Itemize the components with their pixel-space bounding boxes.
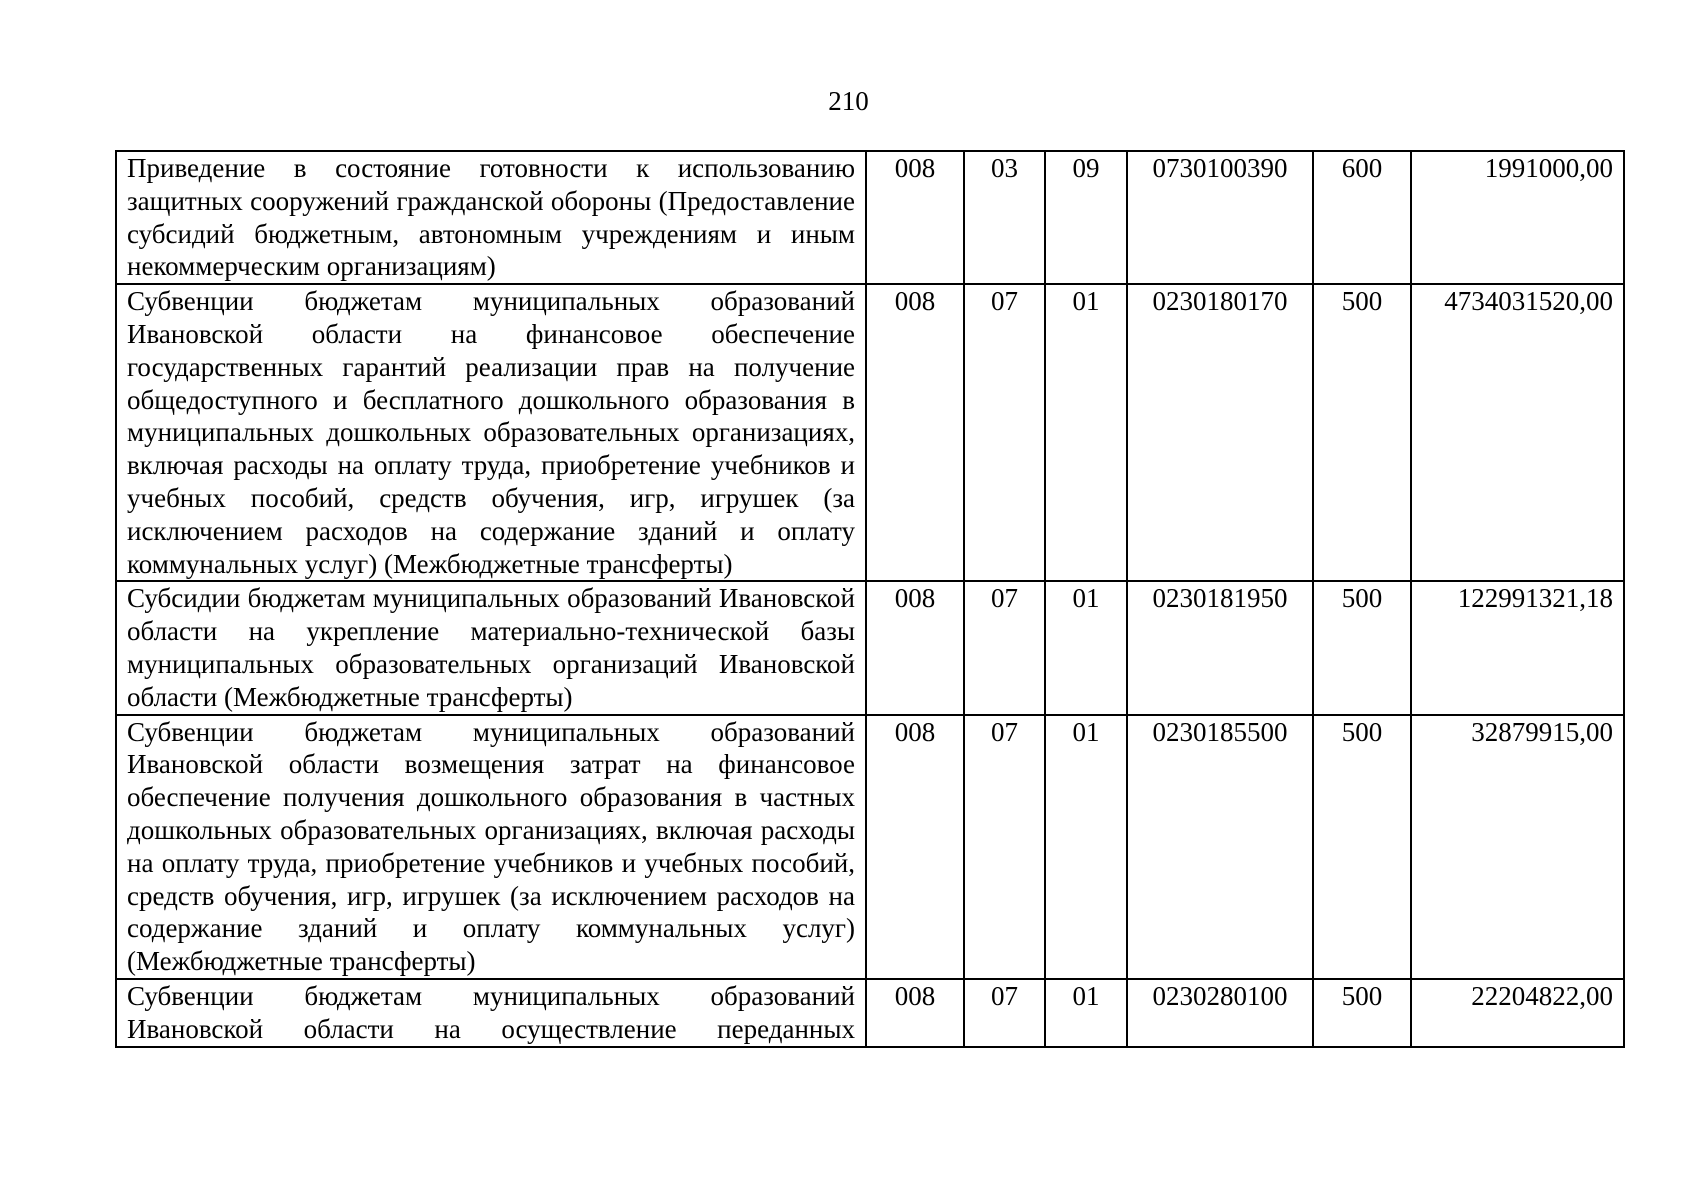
table-row xyxy=(116,581,1624,714)
ministry-code: 008 xyxy=(866,284,964,581)
target-article-code: 0730100390 xyxy=(1127,151,1313,284)
target-article-code: 0230280100 xyxy=(1127,979,1313,1047)
target-article-code: 0230181950 xyxy=(1127,581,1313,714)
budget-table xyxy=(115,150,1625,1048)
section-code: 07 xyxy=(964,979,1045,1047)
ministry-code: 008 xyxy=(866,581,964,714)
table-row xyxy=(116,979,1624,1047)
page-number: 210 xyxy=(828,86,869,116)
row-description: Субвенции бюджетам муниципальных образований Ивановской области возмещения затрат на финансовое обеспечение получения дошкольного образования в частных дошкольных образовательных организациях, включая расходы на оплату труда, приобретение учебников и учебных пособий, средств обучения, игр, игрушек (за исключением расходов на содержание зданий и оплату коммунальных услуг) (Межбюджетные трансферты) xyxy=(116,715,866,979)
table-row xyxy=(116,151,1624,284)
target-article-code: 0230180170 xyxy=(1127,284,1313,581)
section-code: 07 xyxy=(964,715,1045,979)
row-description: Субсидии бюджетам муниципальных образований Ивановской области на укрепление материально-технической базы муниципальных образовательных организаций Ивановской области (Межбюджетные трансферты) xyxy=(116,581,866,714)
section-code: 07 xyxy=(964,581,1045,714)
row-description: Субвенции бюджетам муниципальных образований Ивановской области на финансовое обеспечение государственных гарантий реализации прав на получение общедоступного и бесплатного дошкольного образования в муниципальных дошкольных образовательных организациях, включая расходы на оплату труда, приобретение учебников и учебных пособий, средств обучения, игр, игрушек (за исключением расходов на содержание зданий и оплату коммунальных услуг) (Межбюджетные трансферты) xyxy=(116,284,866,581)
expense-type-code: 500 xyxy=(1313,715,1411,979)
subsection-code: 01 xyxy=(1045,715,1127,979)
section-code: 07 xyxy=(964,284,1045,581)
expense-type-code: 500 xyxy=(1313,284,1411,581)
table-row xyxy=(116,284,1624,581)
subsection-code: 09 xyxy=(1045,151,1127,284)
expense-type-code: 500 xyxy=(1313,581,1411,714)
table-row xyxy=(116,715,1624,979)
subsection-code: 01 xyxy=(1045,581,1127,714)
ministry-code: 008 xyxy=(866,979,964,1047)
amount: 22204822,00 xyxy=(1411,979,1624,1047)
subsection-code: 01 xyxy=(1045,284,1127,581)
section-code: 03 xyxy=(964,151,1045,284)
ministry-code: 008 xyxy=(866,151,964,284)
amount: 32879915,00 xyxy=(1411,715,1624,979)
expense-type-code: 500 xyxy=(1313,979,1411,1047)
ministry-code: 008 xyxy=(866,715,964,979)
subsection-code: 01 xyxy=(1045,979,1127,1047)
expense-type-code: 600 xyxy=(1313,151,1411,284)
row-description: Субвенции бюджетам муниципальных образований Ивановской области на осуществление переданных xyxy=(116,979,866,1047)
target-article-code: 0230185500 xyxy=(1127,715,1313,979)
amount: 122991321,18 xyxy=(1411,581,1624,714)
amount: 4734031520,00 xyxy=(1411,284,1624,581)
amount: 1991000,00 xyxy=(1411,151,1624,284)
row-description: Приведение в состояние готовности к использованию защитных сооружений гражданской обороны (Предоставление субсидий бюджетным, автономным учреждениям и иным некоммерческим организациям) xyxy=(116,151,866,284)
